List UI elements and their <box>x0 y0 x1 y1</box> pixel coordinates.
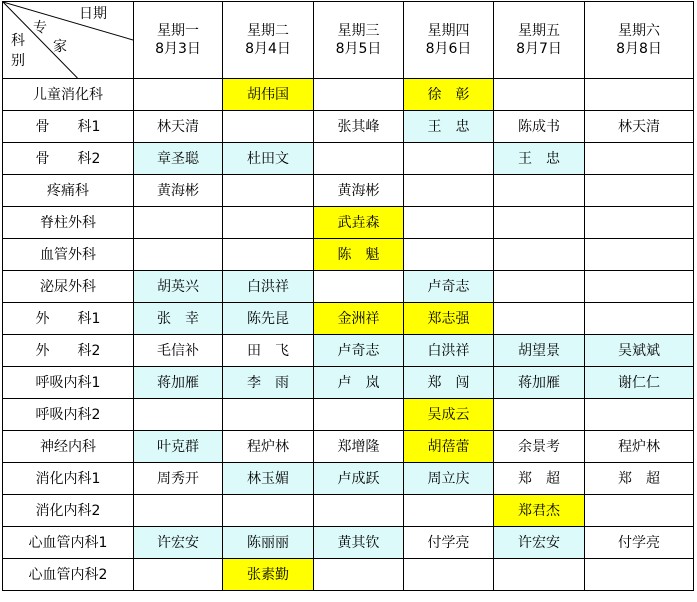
department-cell: 呼吸内科2 <box>3 399 134 431</box>
doctor-cell <box>314 559 404 591</box>
doctor-cell <box>494 207 585 239</box>
corner-dept-char-2: 别 <box>11 53 25 69</box>
schedule-table <box>2 1 694 591</box>
doctor-cell <box>585 399 694 431</box>
department-cell: 脊柱外科 <box>3 207 134 239</box>
day-name: 星期二 <box>247 23 289 39</box>
corner-date-label: 日期 <box>79 6 107 22</box>
doctor-cell: 林天清 <box>585 111 694 143</box>
department-cell: 心血管内科2 <box>3 559 134 591</box>
department-cell: 泌尿外科 <box>3 271 134 303</box>
doctor-cell <box>134 239 223 271</box>
doctor-cell <box>134 207 223 239</box>
day-header <box>134 2 223 79</box>
doctor-cell: 王 忠 <box>494 143 585 175</box>
corner-cell <box>3 2 134 79</box>
department-cell: 消化内科1 <box>3 463 134 495</box>
table-row <box>3 143 694 175</box>
table-row <box>3 239 694 271</box>
department-cell: 呼吸内科1 <box>3 367 134 399</box>
doctor-cell <box>314 271 404 303</box>
doctor-cell <box>314 495 404 527</box>
doctor-cell <box>223 207 314 239</box>
doctor-cell: 许宏安 <box>494 527 585 559</box>
doctor-cell: 程炉林 <box>585 431 694 463</box>
doctor-cell: 林玉媚 <box>223 463 314 495</box>
doctor-cell <box>314 399 404 431</box>
doctor-cell: 卢奇志 <box>314 335 404 367</box>
department-cell: 外 科1 <box>3 303 134 335</box>
doctor-cell: 胡望景 <box>494 335 585 367</box>
doctor-cell <box>223 495 314 527</box>
doctor-cell: 程炉林 <box>223 431 314 463</box>
table-row <box>3 207 694 239</box>
doctor-cell: 余景考 <box>494 431 585 463</box>
doctor-cell: 胡蓓蕾 <box>404 431 494 463</box>
table-row <box>3 431 694 463</box>
doctor-cell: 许宏安 <box>134 527 223 559</box>
doctor-cell: 林天清 <box>134 111 223 143</box>
day-date: 8月4日 <box>245 41 291 57</box>
doctor-cell <box>585 175 694 207</box>
doctor-cell <box>404 207 494 239</box>
doctor-cell: 武垚森 <box>314 207 404 239</box>
doctor-cell <box>585 559 694 591</box>
day-name: 星期一 <box>157 23 199 39</box>
corner-dept-char-1: 科 <box>11 33 25 49</box>
table-row <box>3 527 694 559</box>
doctor-cell <box>585 271 694 303</box>
doctor-cell: 郑 闯 <box>404 367 494 399</box>
department-cell: 外 科2 <box>3 335 134 367</box>
doctor-cell: 周秀开 <box>134 463 223 495</box>
doctor-cell: 毛信补 <box>134 335 223 367</box>
doctor-cell: 周立庆 <box>404 463 494 495</box>
doctor-cell: 郑 超 <box>585 463 694 495</box>
doctor-cell: 卢 岚 <box>314 367 404 399</box>
doctor-cell <box>134 399 223 431</box>
day-header <box>314 2 404 79</box>
doctor-cell: 章圣聪 <box>134 143 223 175</box>
day-date: 8月8日 <box>616 41 662 57</box>
corner-expert-char-1: 专 <box>33 20 47 36</box>
doctor-cell: 吴成云 <box>404 399 494 431</box>
table-row <box>3 111 694 143</box>
doctor-cell: 白洪祥 <box>404 335 494 367</box>
table-row <box>3 79 694 111</box>
day-header <box>494 2 585 79</box>
day-date: 8月5日 <box>335 41 382 57</box>
doctor-cell <box>585 303 694 335</box>
day-name: 星期五 <box>518 23 560 39</box>
doctor-cell <box>223 175 314 207</box>
doctor-cell: 王 忠 <box>404 111 494 143</box>
doctor-cell <box>494 303 585 335</box>
table-row <box>3 463 694 495</box>
department-cell: 骨 科1 <box>3 111 134 143</box>
doctor-cell <box>314 143 404 175</box>
doctor-cell <box>494 559 585 591</box>
doctor-cell: 陈 魁 <box>314 239 404 271</box>
doctor-cell <box>314 79 404 111</box>
day-name: 星期四 <box>427 23 470 39</box>
table-row <box>3 175 694 207</box>
doctor-cell: 李 雨 <box>223 367 314 399</box>
table-row <box>3 399 694 431</box>
department-cell: 血管外科 <box>3 239 134 271</box>
doctor-cell <box>585 495 694 527</box>
doctor-cell <box>585 239 694 271</box>
doctor-cell <box>134 559 223 591</box>
table-row <box>3 495 694 527</box>
table-row <box>3 303 694 335</box>
doctor-cell: 张 幸 <box>134 303 223 335</box>
doctor-cell: 陈丽丽 <box>223 527 314 559</box>
day-name: 星期三 <box>337 23 380 39</box>
day-header <box>223 2 314 79</box>
doctor-cell: 黄海彬 <box>314 175 404 207</box>
doctor-cell: 田 飞 <box>223 335 314 367</box>
doctor-cell: 郑君杰 <box>494 495 585 527</box>
doctor-cell <box>494 79 585 111</box>
doctor-cell <box>585 207 694 239</box>
doctor-cell <box>223 239 314 271</box>
doctor-cell: 郑 超 <box>494 463 585 495</box>
doctor-cell: 杜田文 <box>223 143 314 175</box>
table-row <box>3 335 694 367</box>
day-name: 星期六 <box>618 23 660 39</box>
doctor-cell: 谢仁仁 <box>585 367 694 399</box>
doctor-cell: 陈先昆 <box>223 303 314 335</box>
department-cell: 心血管内科1 <box>3 527 134 559</box>
department-cell: 儿童消化科 <box>3 79 134 111</box>
doctor-cell: 郑增隆 <box>314 431 404 463</box>
day-header <box>404 2 494 79</box>
department-cell: 骨 科2 <box>3 143 134 175</box>
doctor-cell <box>494 175 585 207</box>
doctor-cell: 胡英兴 <box>134 271 223 303</box>
corner-expert-char-2: 家 <box>53 39 67 55</box>
table-row <box>3 271 694 303</box>
doctor-cell: 卢成跃 <box>314 463 404 495</box>
doctor-cell: 黄海彬 <box>134 175 223 207</box>
doctor-cell <box>494 271 585 303</box>
day-date: 8月6日 <box>425 41 472 57</box>
table-row <box>3 367 694 399</box>
doctor-cell: 胡伟国 <box>223 79 314 111</box>
department-cell: 消化内科2 <box>3 495 134 527</box>
doctor-cell: 徐 彰 <box>404 79 494 111</box>
department-cell: 疼痛科 <box>3 175 134 207</box>
doctor-cell <box>134 495 223 527</box>
doctor-cell: 蒋加雁 <box>134 367 223 399</box>
doctor-cell <box>585 79 694 111</box>
day-header <box>585 2 694 79</box>
department-cell: 神经内科 <box>3 431 134 463</box>
table-row <box>3 559 694 591</box>
doctor-cell <box>404 559 494 591</box>
doctor-cell: 陈成书 <box>494 111 585 143</box>
doctor-cell <box>404 175 494 207</box>
doctor-cell <box>404 495 494 527</box>
doctor-cell: 蒋加雁 <box>494 367 585 399</box>
doctor-cell <box>404 143 494 175</box>
doctor-cell: 郑志强 <box>404 303 494 335</box>
doctor-cell <box>223 111 314 143</box>
doctor-cell <box>134 79 223 111</box>
doctor-cell: 卢奇志 <box>404 271 494 303</box>
day-date: 8月7日 <box>516 41 562 57</box>
header-row <box>3 2 694 79</box>
doctor-cell: 白洪祥 <box>223 271 314 303</box>
doctor-cell <box>585 143 694 175</box>
doctor-cell: 张素勤 <box>223 559 314 591</box>
doctor-cell: 张其峰 <box>314 111 404 143</box>
doctor-cell <box>494 399 585 431</box>
day-date: 8月3日 <box>155 41 201 57</box>
doctor-cell <box>223 399 314 431</box>
doctor-cell <box>494 239 585 271</box>
doctor-cell <box>404 239 494 271</box>
doctor-cell: 金洲祥 <box>314 303 404 335</box>
doctor-cell: 叶克群 <box>134 431 223 463</box>
doctor-cell: 黄其钦 <box>314 527 404 559</box>
doctor-cell: 付学亮 <box>585 527 694 559</box>
doctor-cell: 吴斌斌 <box>585 335 694 367</box>
doctor-cell: 付学亮 <box>404 527 494 559</box>
